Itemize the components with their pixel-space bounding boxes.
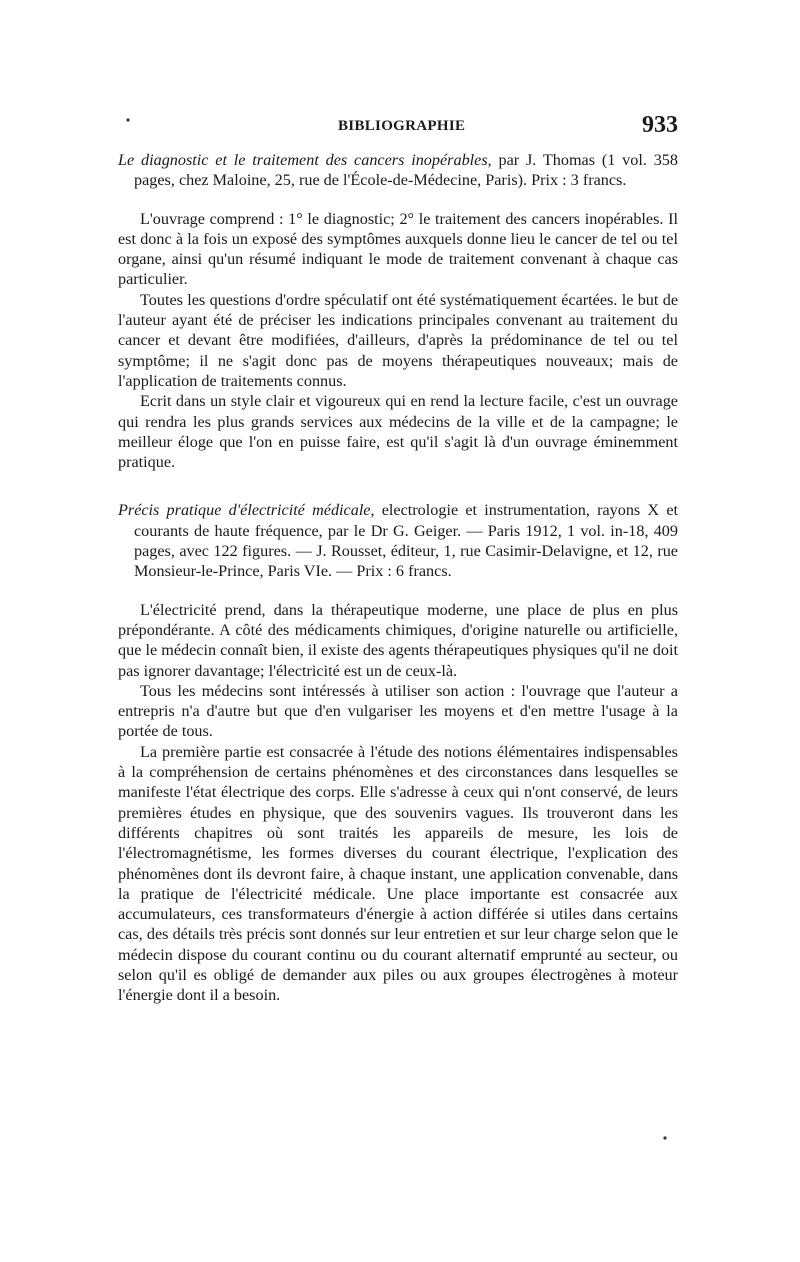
page-number: 933 — [642, 112, 678, 138]
ink-speck — [126, 118, 129, 121]
book-title: Le diagnostic et le traitement des cancers inopérables — [118, 151, 488, 169]
book-details: , electrologie et instrumentation, rayons X et courants de haute fréquence, par le Dr G. Geiger. — Paris 1912, 1 vol. in-18, 409 pages, avec 122 figures. — J. Rousset, éditeur, 1, rue Casimir-Delavigne, et 12, rue Monsieur-le-Prince, Paris VIe. — Prix : 6 francs. — [134, 501, 678, 581]
review-paragraph: La première partie est consacrée à l'étude des notions élémentaires indispensables à la compréhension de certains phénomènes et des circonstances dans lesquelles se manifeste l'état électrique des corps. Elle s'adresse à ceux qui n'ont conservé, de leurs premières études en physique, que des souvenirs vagues. Ils trouveront dans les différents chapitres où sont traités les appareils de mesure, les lois de l'électromagnétisme, les formes diverses du courant électrique, l'explication des phénomènes dont ils devront faire, à chaque instant, une application convenable, dans la pratique de l'électricité médicale. Une place importante est consacrée aux accumulateurs, ces transformateurs d'énergie à action différée si utiles dans certains cas, des détails très précis sont donnés sur leur entretien et sur leur charge selon que le médecin dispose du courant continu ou du courant alternatif emprunté au secteur, ou selon qu'il es obligé de demander aux piles ou aux groupes électrogènes à moteur l'énergie dont il a besoin. — [118, 742, 678, 1005]
book-details: , par J. Thomas (1 vol. 358 pages, chez Maloine, 25, rue de l'École-de-Médecine, Paris). Prix : 3 francs. — [134, 151, 678, 190]
review-paragraph: L'ouvrage comprend : 1° le diagnostic; 2° le traitement des cancers inopérables. Il est donc à la fois un exposé des symptômes auxquels donne lieu le cancer de tel ou tel organe, ainsi qu'un résumé indiquant le mode de traitement convenant à chaque cas particulier. — [118, 209, 678, 289]
review-paragraph: Toutes les questions d'ordre spéculatif ont été systématiquement écartées. le but de l'auteur ayant été de préciser les indications principales convenant au traitement du cancer et devant être modifiées, d'ailleurs, d'après la prédominance de tel ou tel symptôme; il ne s'agit donc pas de moyens thérapeutiques nouveaux; mais de l'application de traitements connus. — [118, 290, 678, 390]
review-paragraph: L'électricité prend, dans la thérapeutique moderne, une place de plus en plus prépondérante. A côté des médicaments chimiques, d'origine naturelle ou artificielle, que le médecin connaît bien, il existe des agents thérapeutiques physiques qu'il ne doit pas ignorer davantage; l'électricité est un de ceux-là. — [118, 600, 678, 680]
review-paragraph: Ecrit dans un style clair et vigoureux qui en rend la lecture facile, c'est un ouvrage qui rendra les plus grands services aux médecins de la ville et de la campagne; le meilleur éloge que l'on en puisse faire, est qu'il s'agit là d'un ouvrage éminemment pratique. — [118, 392, 678, 472]
book-title: Précis pratique d'électricité médicale — [118, 501, 371, 520]
ink-speck — [663, 1136, 666, 1139]
review-paragraph: Tous les médecins sont intéressés à utiliser son action : l'ouvrage que l'auteur a entrepris n'a d'autre but que d'en vulgariser les moyens et d'en mettre l'usage à la portée de tous. — [118, 681, 678, 741]
running-title: BIBLIOGRAPHIE — [338, 118, 466, 134]
